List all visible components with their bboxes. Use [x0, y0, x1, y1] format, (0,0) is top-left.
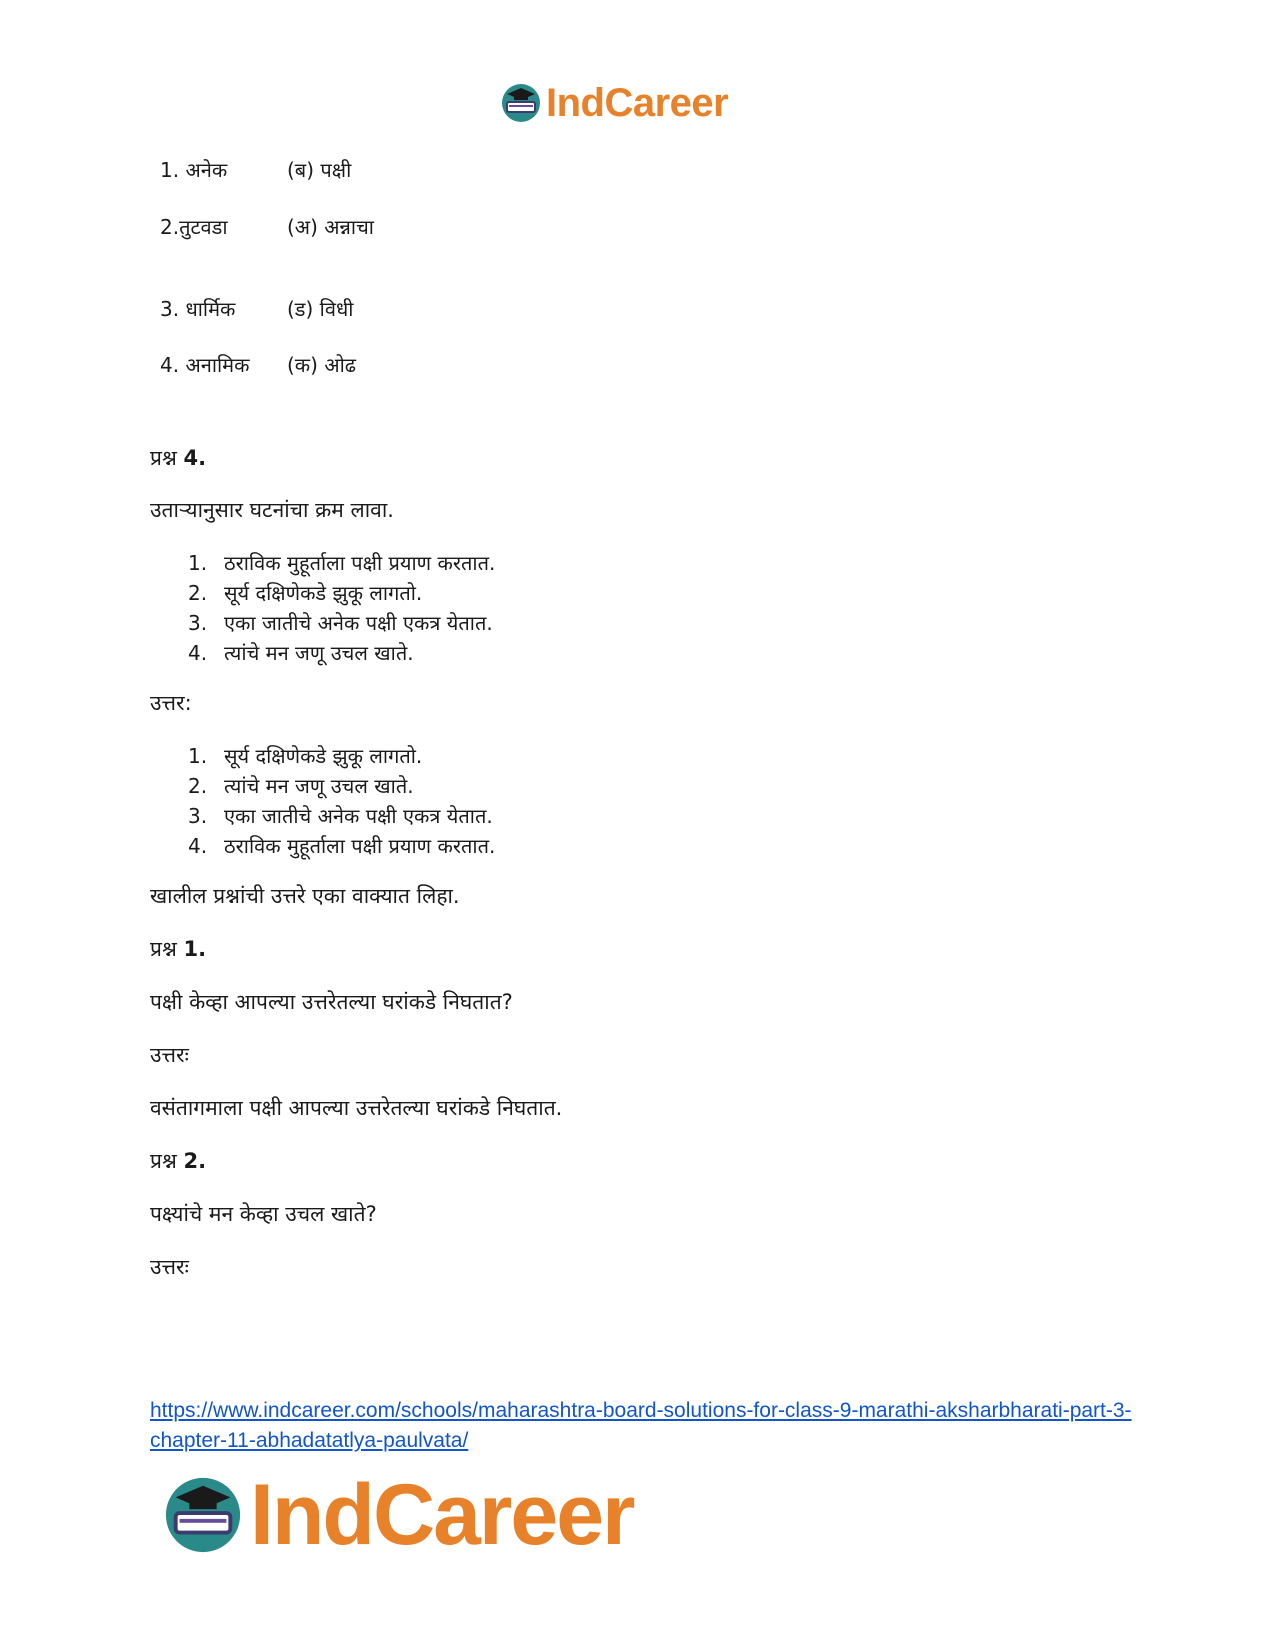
question-number: 1. — [183, 937, 207, 961]
question-label: प्रश्न — [150, 446, 177, 470]
question-text: पक्ष्यांचे मन केव्हा उचल खाते? — [150, 1202, 377, 1226]
list-item: 2. त्यांचे मन जणू उचल खाते. — [188, 774, 414, 798]
question-label: प्रश्न — [150, 937, 177, 961]
question-number: 2. — [183, 1149, 207, 1173]
question-text: पक्षी केव्हा आपल्या उत्तरेतल्या घरांकडे निघतात? — [150, 990, 513, 1014]
matching-left: 3. धार्मिक — [160, 297, 236, 321]
question-heading — [150, 1146, 206, 1176]
events-list — [188, 548, 495, 668]
matching-right: (ड) विधी — [287, 297, 354, 321]
matching-left: 4. अनामिक — [160, 353, 250, 377]
question-number: 4. — [183, 446, 207, 470]
matching-left: 1. अनेक — [160, 158, 228, 182]
source-link[interactable]: https://www.indcareer.com/schools/maharashtra-board-solutions-for-class-9-marathi-aksharbharati-part-3-chapter-11-abhadatatlya-paulvata/ — [150, 1399, 1132, 1452]
matching-right: (अ) अन्नाचा — [287, 215, 374, 239]
list-item: 3. एका जातीचे अनेक पक्षी एकत्र येतात. — [188, 804, 493, 828]
answer-label: उत्तरः — [150, 1043, 189, 1067]
list-item: 3. एका जातीचे अनेक पक्षी एकत्र येतात. — [188, 611, 493, 635]
list-item: 4. त्यांचे मन जणू उचल खाते. — [188, 641, 414, 665]
list-item: 1. सूर्य दक्षिणेकडे झुकू लागतो. — [188, 744, 423, 768]
list-item: 2. सूर्य दक्षिणेकडे झुकू लागतो. — [188, 581, 423, 605]
footer-logo — [162, 1466, 634, 1563]
graduation-book-icon — [162, 1474, 244, 1556]
graduation-book-icon — [500, 82, 542, 124]
section-heading: खालील प्रश्नांची उत्तरे एका वाक्यात लिहा. — [150, 884, 460, 908]
header-logo — [500, 78, 728, 128]
answer-text: वसंतागमाला पक्षी आपल्या उत्तरेतल्या घरांकडे निघतात. — [150, 1096, 563, 1120]
matching-right: (ब) पक्षी — [287, 158, 352, 182]
answer-label: उत्तरः — [150, 1255, 189, 1279]
list-item: 4. ठराविक मुहूर्ताला पक्षी प्रयाण करतात. — [188, 834, 496, 858]
question-heading — [150, 443, 206, 473]
matching-right: (क) ओढ — [287, 353, 357, 377]
answer-list — [188, 741, 495, 861]
matching-left: 2.तुटवडा — [160, 215, 228, 239]
question-heading — [150, 934, 206, 964]
answer-label: उत्तर: — [150, 691, 192, 715]
question-instruction: उताऱ्यानुसार घटनांचा क्रम लावा. — [150, 498, 394, 522]
brand-name: IndCareer — [546, 80, 729, 125]
brand-name: IndCareer — [250, 1466, 634, 1563]
question-label: प्रश्न — [150, 1149, 177, 1173]
list-item: 1. ठराविक मुहूर्ताला पक्षी प्रयाण करतात. — [188, 551, 496, 575]
